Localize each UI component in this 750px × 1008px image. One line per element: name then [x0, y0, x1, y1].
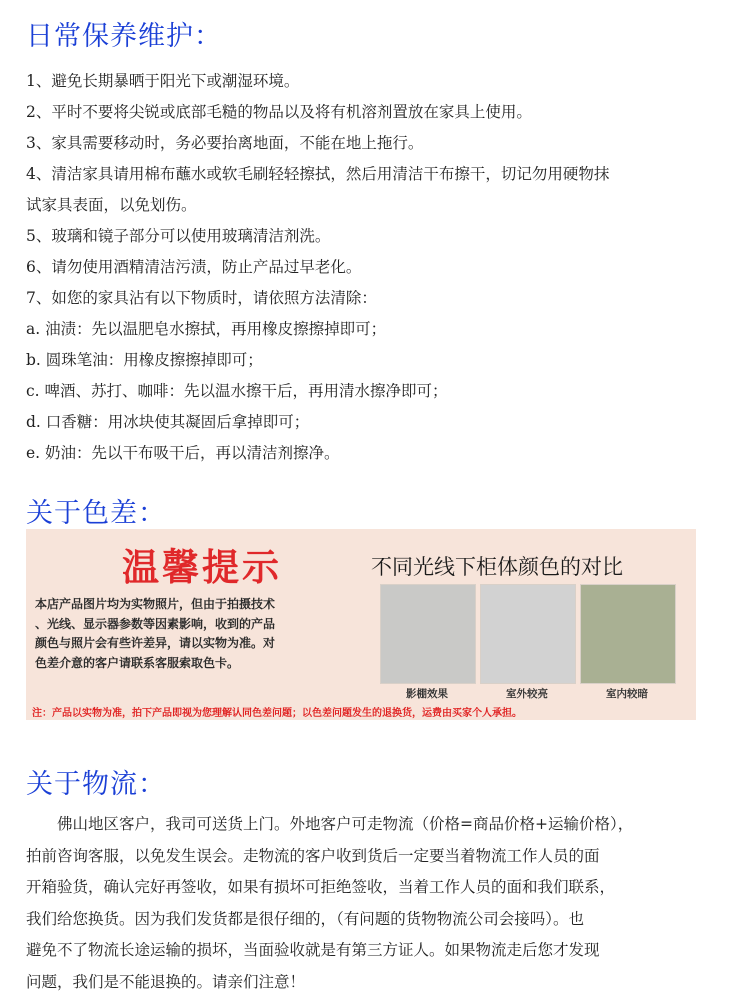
color-diff-heading: 关于色差： [26, 498, 166, 529]
maintenance-item: 试家具表面，以免划伤。 [26, 196, 197, 214]
logistics-line: 拍前咨询客服，以免发生误会。走物流的客户收到货后一定要当着物流工作人员的面 [26, 846, 600, 865]
maintenance-item: e. 奶油：先以干布吸干后，再以清洁剂擦净。 [26, 444, 340, 462]
swatch-outdoor [480, 584, 576, 684]
swatch-label: 影棚效果 [406, 688, 448, 700]
maintenance-item: b. 圆珠笔油：用橡皮擦擦掉即可； [26, 351, 263, 369]
swatch-indoor [580, 584, 676, 684]
logistics-line: 我们给您换货。因为我们发货都是很仔细的，（有问题的货物物流公司会接吗）。也 [26, 909, 585, 928]
swatch-label: 室外较亮 [506, 688, 548, 700]
swatch-studio [380, 584, 476, 684]
maintenance-item: 7、如您的家具沾有以下物质时，请依照方法清除： [26, 289, 377, 307]
maintenance-item: 3、家具需要移动时，务必要抬离地面，不能在地上拖行。 [26, 134, 424, 152]
logistics-heading: 关于物流： [26, 769, 166, 800]
maintenance-item: 6、请勿使用酒精清洁污渍，防止产品过早老化。 [26, 258, 362, 276]
maintenance-heading: 日常保养维护： [26, 21, 222, 52]
maintenance-item: a. 油渍：先以温肥皂水擦拭，再用橡皮擦擦掉即可； [26, 320, 387, 338]
swatch-label: 室内较暗 [606, 688, 648, 700]
notice-line: 色差介意的客户请联系客服索取色卡。 [35, 655, 240, 670]
color-notice-note: 注：产品以实物为准，拍下产品即视为您理解认同色差问题；以色差问题发生的退换货，运费由买家个人承担。 [32, 708, 522, 719]
color-notice-banner [26, 529, 696, 720]
logistics-line: 开箱验货，确认完好再签收，如果有损坏可拒绝签收，当着工作人员的面和我们联系， [26, 878, 616, 896]
notice-line: 颜色与照片会有些许差异，请以实物为准。对 [35, 636, 276, 650]
logistics-line: 问题，我们是不能退换的。请亲们注意！ [26, 972, 306, 991]
logistics-line: 佛山地区客户，我司可送货上门。外地客户可走物流（价格=商品价格+运输价格）， [26, 815, 634, 833]
notice-line: 本店产品图片均为实物照片，但由于拍摄技术 [35, 597, 276, 611]
maintenance-item: 1、避免长期暴晒于阳光下或潮湿环境。 [26, 72, 300, 90]
logistics-line: 避免不了物流长途运输的损坏，当面验收就是有第三方证人。如果物流走后您才发现 [26, 941, 600, 959]
maintenance-item: 2、平时不要将尖锐或底部毛糙的物品以及将有机溶剂置放在家具上使用。 [26, 103, 532, 121]
logistics-paragraph [26, 809, 734, 998]
maintenance-item: 4、清洁家具请用棉布蘸水或软毛刷轻轻擦拭，然后用清洁干布擦干，切记勿用硬物抹 [26, 165, 610, 183]
maintenance-item: 5、玻璃和镜子部分可以使用玻璃清洁剂洗。 [26, 227, 331, 245]
maintenance-item: d. 口香糖：用冰块使其凝固后拿掉即可； [26, 413, 310, 431]
comparison-title: 不同光线下柜体颜色的对比 [371, 555, 623, 579]
maintenance-item: c. 啤酒、苏打、咖啡：先以温水擦干后，再用清水擦净即可； [26, 382, 448, 400]
notice-body [35, 595, 375, 673]
notice-title: 温馨提示 [122, 546, 282, 589]
notice-line: 、光线、显示器参数等因素影响，收到的产品 [35, 616, 276, 631]
